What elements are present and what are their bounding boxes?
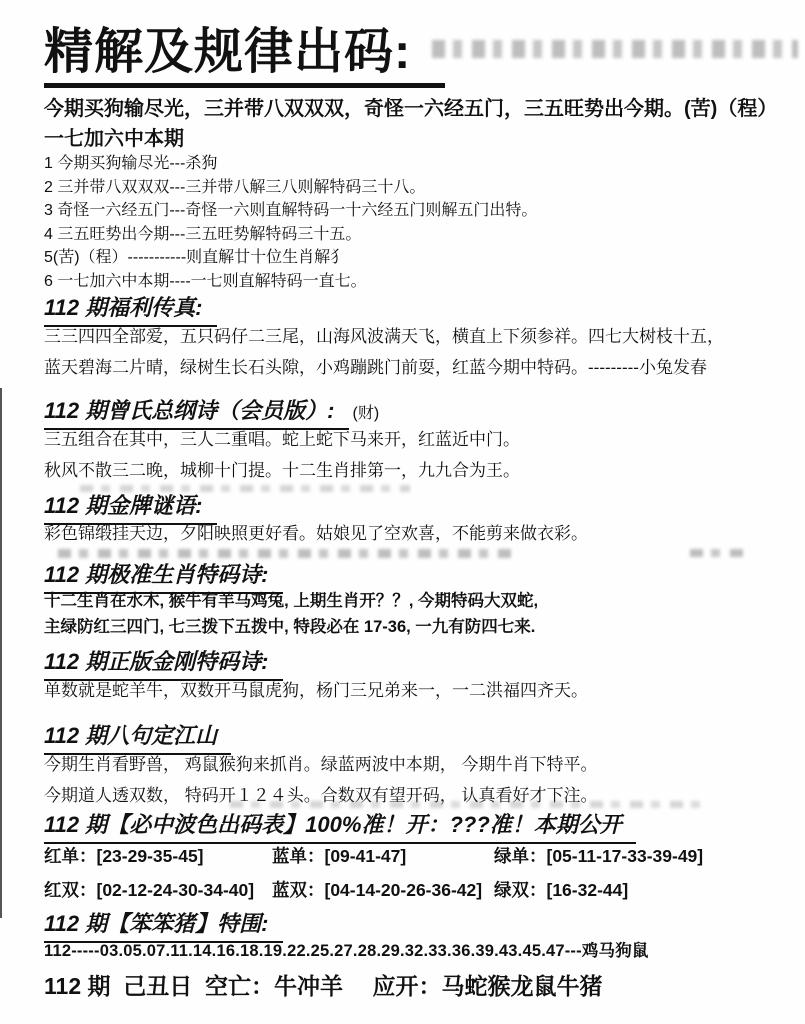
section-heading-text: 112 期福利传真:	[44, 291, 217, 327]
section-heading-text: 112 期八句定江山	[44, 719, 231, 755]
page-title: 精解及规律出码:	[44, 26, 445, 88]
section-line: 秋风不散三二晚，城柳十门提。十二生肖排第一，九九合为王。	[44, 461, 520, 480]
section-heading-text: 112 期金牌谜语:	[44, 489, 217, 525]
rule-line: 6 一七加六中本期----一七则直解特码一直七。	[44, 272, 367, 290]
section-heading-suffix: (财)	[352, 405, 380, 422]
redacted-text-artifact	[690, 549, 748, 557]
redacted-text-artifact	[230, 801, 700, 808]
scan-edge-artifact	[0, 388, 2, 918]
rule-line: 1 今期买狗输尽光---杀狗	[44, 155, 218, 172]
footer-zodiac-line: 112 期 己丑日 空亡：牛冲羊 应开：马蛇猴龙鼠牛猪	[44, 973, 603, 999]
pig-number-line: 112-----03.05.07.11.14.16.18.19.22.25.27.28.29.32.33.36.39.43.45.47---鸡马狗鼠	[44, 942, 649, 960]
rule-line: 5(苦)（程）-----------则直解廿十位生肖解犭	[44, 249, 347, 266]
wave-cell-blue-odd: 蓝单：[09-41-47]	[272, 846, 407, 866]
section-heading-text: 112 期曾氏总纲诗（会员版）:	[44, 394, 349, 430]
section-heading-text: 112 期【笨笨猪】特围:	[44, 907, 283, 943]
wave-cell-green-odd: 绿单：[05-11-17-33-39-49]	[494, 846, 704, 866]
section-heading-bose	[44, 808, 636, 844]
section-line: 今期生肖看野兽， 鸡鼠猴狗来抓肖。绿蓝两波中本期， 今期牛肖下特平。	[44, 755, 598, 774]
wave-cell-green-even: 绿双：[16-32-44]	[494, 880, 629, 900]
rule-list	[44, 152, 786, 293]
wave-cell-blue-even: 蓝双：[04-14-20-26-36-42]	[272, 880, 483, 900]
section-line: 彩色锦缎挂天边，夕阳映照更好看。姑娘见了空欢喜，不能剪来做衣彩。	[44, 524, 588, 543]
section-line: 十二生肖在水木, 猴牛有羊马鸡兔, 上期生肖开？？, 今期特码大双蛇,	[44, 592, 539, 610]
intro-verse: 今期买狗输尽光，三并带八双双双，奇怪一六经五门，三五旺势出今期。(苦)（程）一七加六中本期	[44, 98, 778, 150]
wave-cell-red-odd: 红单：[23-29-35-45]	[44, 846, 204, 866]
wave-color-table	[44, 843, 786, 902]
section-line: 蓝天碧海二片晴，绿树生长石头隙，小鸡蹦跳门前耍，红蓝今期中特码。---------小兔发春	[44, 358, 707, 377]
rule-line: 2 三并带八双双双---三并带八解三八则解特码三十八。	[44, 178, 426, 196]
section-heading-text: 112 期极准生肖特码诗:	[44, 558, 283, 594]
rule-line: 4 三五旺势出今期---三五旺势解特码三十五。	[44, 225, 362, 243]
redacted-watermark	[432, 40, 798, 58]
section-line: 单数就是蛇羊牛，双数开马鼠虎狗，杨门三兄弟来一，一二洪福四齐天。	[44, 681, 588, 700]
section-heading-text: 112 期正版金刚特码诗:	[44, 645, 283, 681]
wave-cell-red-even: 红双：[02-12-24-30-34-40]	[44, 880, 255, 900]
redacted-text-artifact	[58, 549, 513, 558]
section-heading-text: 112 期【必中波色出码表】100%准！开：???准！本期公开	[44, 808, 636, 844]
section-line: 三三四四全部爱，五只码仔二三尾，山海风波满天飞，横直上下须参祥。四七大树枝十五，	[44, 327, 724, 346]
section-line: 主绿防红三四门, 七三拨下五拨中, 特段必在 17-36, 一九有防四七来.	[44, 618, 536, 636]
rule-line: 3 奇怪一六经五门---奇怪一六则直解特码一十六经五门则解五门出特。	[44, 202, 538, 219]
section-line: 三五组合在其中，三人二重唱。蛇上蛇下马来开，红蓝近中门。	[44, 430, 520, 449]
section-line: 今期道人透双数， 特码开１２４头。合数双有望开码， 认真看好才下注。	[44, 786, 598, 805]
